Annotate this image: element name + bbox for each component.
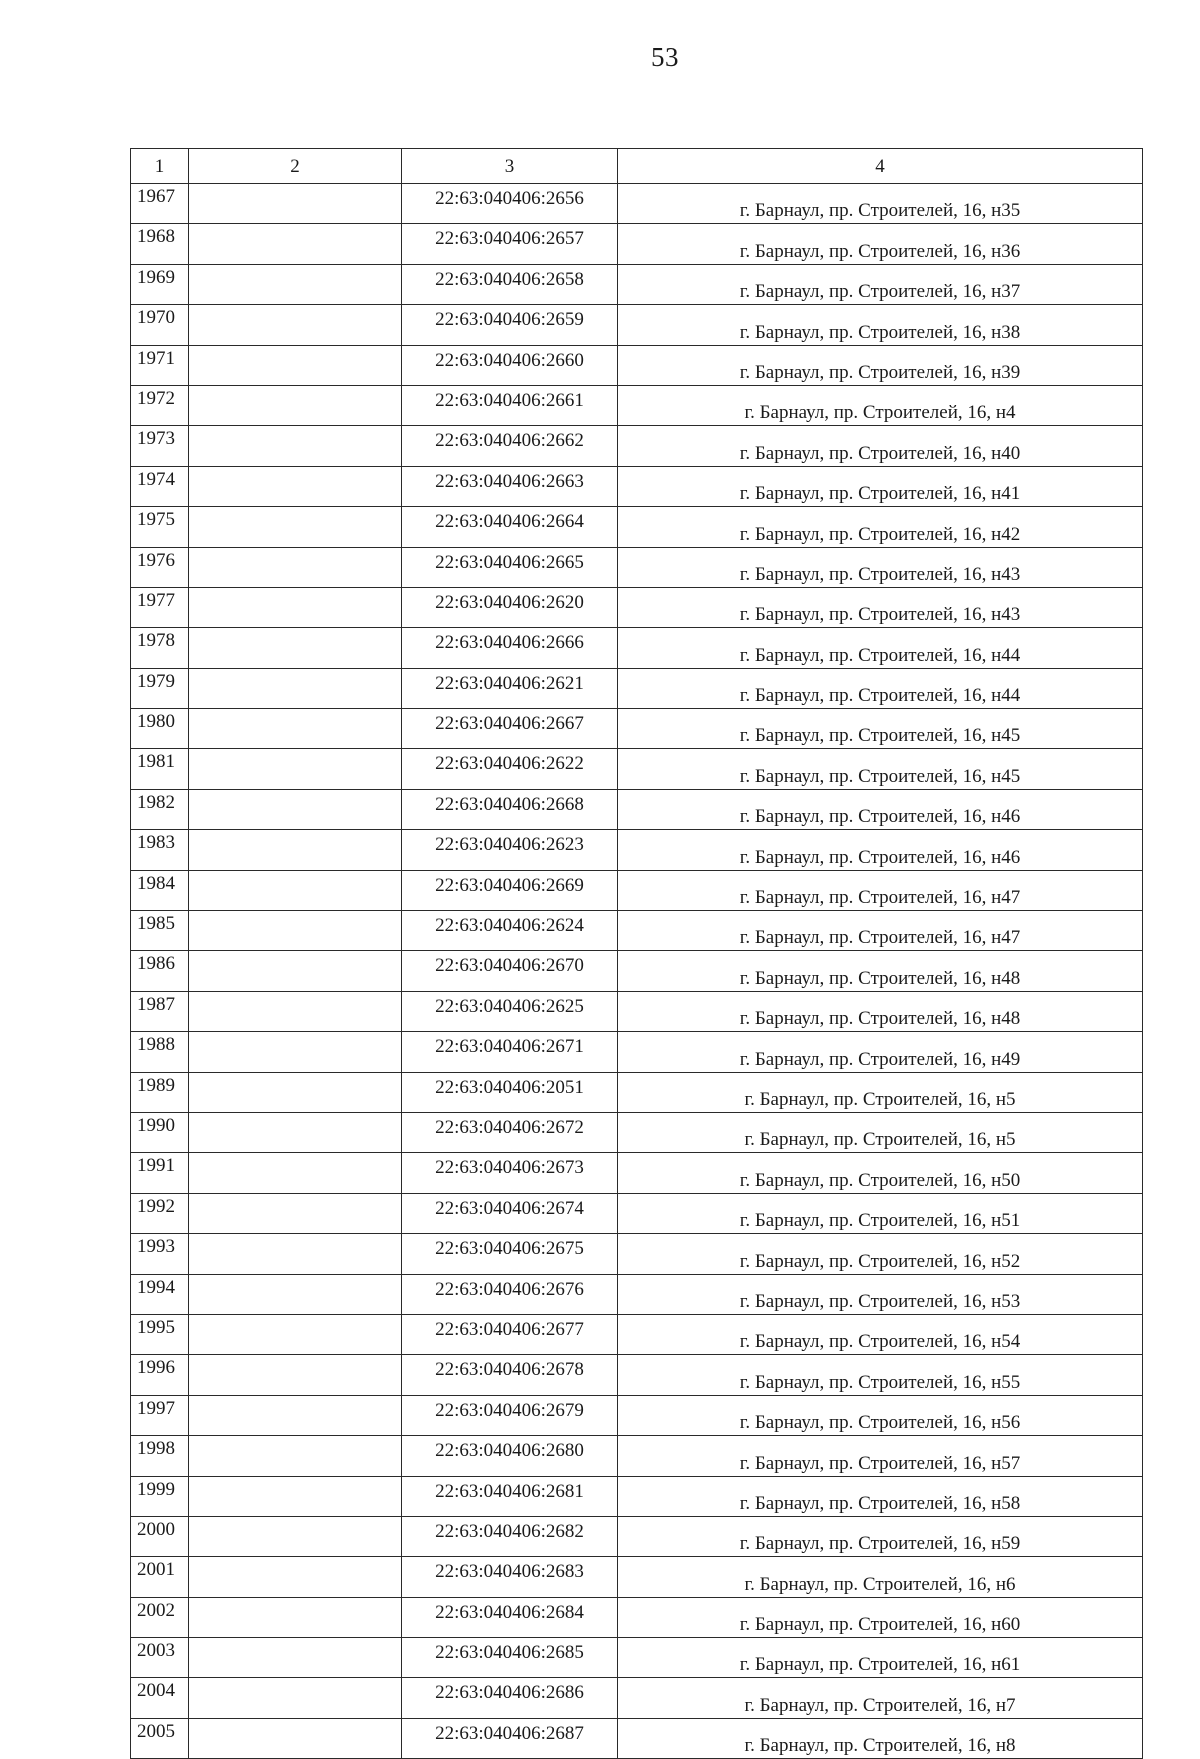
row-number-cell: 2004 [131, 1678, 189, 1718]
page-number: 53 [651, 42, 679, 72]
row-number-cell: 1981 [131, 749, 189, 789]
table-row [131, 305, 1143, 345]
cadastral-number-cell: 22:63:040406:2676 [402, 1274, 618, 1314]
address-cell: г. Барнаул, пр. Строителей, 16, н50 [618, 1153, 1143, 1193]
col2-cell [189, 668, 402, 708]
row-number-cell: 1972 [131, 385, 189, 425]
row-number-cell: 1997 [131, 1395, 189, 1435]
address-cell: г. Барнаул, пр. Строителей, 16, н41 [618, 466, 1143, 506]
table-row [131, 789, 1143, 829]
cadastral-number-cell: 22:63:040406:2623 [402, 830, 618, 870]
address-cell: г. Барнаул, пр. Строителей, 16, н44 [618, 668, 1143, 708]
cadastral-number-cell: 22:63:040406:2664 [402, 507, 618, 547]
col2-cell [189, 1718, 402, 1758]
address-cell: г. Барнаул, пр. Строителей, 16, н5 [618, 1072, 1143, 1112]
cadastral-number-cell: 22:63:040406:2659 [402, 305, 618, 345]
table-row [131, 345, 1143, 385]
cadastral-number-cell: 22:63:040406:2620 [402, 587, 618, 627]
address-cell: г. Барнаул, пр. Строителей, 16, н55 [618, 1355, 1143, 1395]
table-row [131, 628, 1143, 668]
address-cell: г. Барнаул, пр. Строителей, 16, н37 [618, 264, 1143, 304]
table-row [131, 1718, 1143, 1758]
row-number-cell: 1978 [131, 628, 189, 668]
col2-cell [189, 1395, 402, 1435]
cadastral-number-cell: 22:63:040406:2680 [402, 1436, 618, 1476]
col2-cell [189, 1234, 402, 1274]
table-row [131, 1032, 1143, 1072]
address-cell: г. Барнаул, пр. Строителей, 16, н46 [618, 830, 1143, 870]
col2-cell [189, 1032, 402, 1072]
cadastral-number-cell: 22:63:040406:2625 [402, 991, 618, 1031]
row-number-cell: 1989 [131, 1072, 189, 1112]
col2-cell [189, 507, 402, 547]
table-row [131, 668, 1143, 708]
table-row [131, 1476, 1143, 1516]
row-number-cell: 1994 [131, 1274, 189, 1314]
table-row [131, 1395, 1143, 1435]
col2-cell [189, 466, 402, 506]
address-cell: г. Барнаул, пр. Строителей, 16, н56 [618, 1395, 1143, 1435]
col2-cell [189, 1557, 402, 1597]
cadastral-number-cell: 22:63:040406:2681 [402, 1476, 618, 1516]
address-cell: г. Барнаул, пр. Строителей, 16, н42 [618, 507, 1143, 547]
row-number-cell: 2001 [131, 1557, 189, 1597]
row-number-cell: 1985 [131, 911, 189, 951]
col2-cell [189, 1193, 402, 1233]
col2-cell [189, 1476, 402, 1516]
table-row [131, 1153, 1143, 1193]
row-number-cell: 1998 [131, 1436, 189, 1476]
row-number-cell: 1983 [131, 830, 189, 870]
col2-cell [189, 426, 402, 466]
cadastral-number-cell: 22:63:040406:2671 [402, 1032, 618, 1072]
col2-cell [189, 1314, 402, 1354]
table-row [131, 547, 1143, 587]
col2-cell [189, 1516, 402, 1556]
table-row [131, 1516, 1143, 1556]
col2-cell [189, 1678, 402, 1718]
cadastral-number-cell: 22:63:040406:2678 [402, 1355, 618, 1395]
table-row [131, 1274, 1143, 1314]
cadastral-number-cell: 22:63:040406:2663 [402, 466, 618, 506]
cadastral-number-cell: 22:63:040406:2674 [402, 1193, 618, 1233]
cadastral-number-cell: 22:63:040406:2677 [402, 1314, 618, 1354]
row-number-cell: 1982 [131, 789, 189, 829]
row-number-cell: 1991 [131, 1153, 189, 1193]
cadastral-number-cell: 22:63:040406:2673 [402, 1153, 618, 1193]
col2-cell [189, 345, 402, 385]
cadastral-number-cell: 22:63:040406:2686 [402, 1678, 618, 1718]
address-cell: г. Барнаул, пр. Строителей, 16, н45 [618, 709, 1143, 749]
table-row [131, 587, 1143, 627]
address-cell: г. Барнаул, пр. Строителей, 16, н8 [618, 1718, 1143, 1758]
address-cell: г. Барнаул, пр. Строителей, 16, н5 [618, 1112, 1143, 1152]
col2-cell [189, 830, 402, 870]
table-row [131, 1314, 1143, 1354]
cadastral-number-cell: 22:63:040406:2656 [402, 184, 618, 224]
cadastral-number-cell: 22:63:040406:2666 [402, 628, 618, 668]
col2-cell [189, 1355, 402, 1395]
address-cell: г. Барнаул, пр. Строителей, 16, н6 [618, 1557, 1143, 1597]
row-number-cell: 1969 [131, 264, 189, 304]
col2-cell [189, 1072, 402, 1112]
table-row [131, 184, 1143, 224]
cadastral-number-cell: 22:63:040406:2658 [402, 264, 618, 304]
cadastral-number-cell: 22:63:040406:2621 [402, 668, 618, 708]
address-cell: г. Барнаул, пр. Строителей, 16, н57 [618, 1436, 1143, 1476]
address-cell: г. Барнаул, пр. Строителей, 16, н44 [618, 628, 1143, 668]
table-row [131, 1355, 1143, 1395]
address-cell: г. Барнаул, пр. Строителей, 16, н47 [618, 911, 1143, 951]
table-row [131, 749, 1143, 789]
col2-cell [189, 1153, 402, 1193]
cadastral-number-cell: 22:63:040406:2685 [402, 1638, 618, 1678]
header-col-1: 1 [131, 149, 189, 184]
table-header [131, 149, 1143, 184]
row-number-cell: 1996 [131, 1355, 189, 1395]
table-row [131, 830, 1143, 870]
address-cell: г. Барнаул, пр. Строителей, 16, н61 [618, 1638, 1143, 1678]
row-number-cell: 1976 [131, 547, 189, 587]
cadastral-number-cell: 22:63:040406:2660 [402, 345, 618, 385]
row-number-cell: 1987 [131, 991, 189, 1031]
address-cell: г. Барнаул, пр. Строителей, 16, н7 [618, 1678, 1143, 1718]
row-number-cell: 1990 [131, 1112, 189, 1152]
address-cell: г. Барнаул, пр. Строителей, 16, н48 [618, 991, 1143, 1031]
row-number-cell: 1992 [131, 1193, 189, 1233]
row-number-cell: 2002 [131, 1597, 189, 1637]
address-cell: г. Барнаул, пр. Строителей, 16, н58 [618, 1476, 1143, 1516]
col2-cell [189, 305, 402, 345]
cadastral-number-cell: 22:63:040406:2665 [402, 547, 618, 587]
address-cell: г. Барнаул, пр. Строителей, 16, н43 [618, 547, 1143, 587]
address-cell: г. Барнаул, пр. Строителей, 16, н49 [618, 1032, 1143, 1072]
row-number-cell: 2003 [131, 1638, 189, 1678]
cadastral-number-cell: 22:63:040406:2684 [402, 1597, 618, 1637]
table-row [131, 709, 1143, 749]
cadastral-number-cell: 22:63:040406:2661 [402, 385, 618, 425]
col2-cell [189, 184, 402, 224]
table-row [131, 951, 1143, 991]
property-table [130, 148, 1143, 1759]
cadastral-number-cell: 22:63:040406:2668 [402, 789, 618, 829]
table-row [131, 1557, 1143, 1597]
table-row [131, 1597, 1143, 1637]
table-row [131, 1193, 1143, 1233]
cadastral-number-cell: 22:63:040406:2624 [402, 911, 618, 951]
row-number-cell: 2005 [131, 1718, 189, 1758]
cadastral-number-cell: 22:63:040406:2675 [402, 1234, 618, 1274]
cadastral-number-cell: 22:63:040406:2679 [402, 1395, 618, 1435]
table-row [131, 1072, 1143, 1112]
col2-cell [189, 749, 402, 789]
address-cell: г. Барнаул, пр. Строителей, 16, н53 [618, 1274, 1143, 1314]
row-number-cell: 1971 [131, 345, 189, 385]
row-number-cell: 1980 [131, 709, 189, 749]
table-row [131, 1112, 1143, 1152]
cadastral-number-cell: 22:63:040406:2622 [402, 749, 618, 789]
col2-cell [189, 870, 402, 910]
header-col-4: 4 [618, 149, 1143, 184]
address-cell: г. Барнаул, пр. Строителей, 16, н52 [618, 1234, 1143, 1274]
header-col-2: 2 [189, 149, 402, 184]
col2-cell [189, 789, 402, 829]
address-cell: г. Барнаул, пр. Строителей, 16, н4 [618, 385, 1143, 425]
table-row [131, 870, 1143, 910]
address-cell: г. Барнаул, пр. Строителей, 16, н54 [618, 1314, 1143, 1354]
table-row [131, 1638, 1143, 1678]
address-cell: г. Барнаул, пр. Строителей, 16, н45 [618, 749, 1143, 789]
row-number-cell: 1986 [131, 951, 189, 991]
cadastral-number-cell: 22:63:040406:2682 [402, 1516, 618, 1556]
cadastral-number-cell: 22:63:040406:2667 [402, 709, 618, 749]
row-number-cell: 2000 [131, 1516, 189, 1556]
row-number-cell: 1988 [131, 1032, 189, 1072]
address-cell: г. Барнаул, пр. Строителей, 16, н35 [618, 184, 1143, 224]
cadastral-number-cell: 22:63:040406:2657 [402, 224, 618, 264]
cadastral-number-cell: 22:63:040406:2672 [402, 1112, 618, 1152]
col2-cell [189, 547, 402, 587]
row-number-cell: 1973 [131, 426, 189, 466]
row-number-cell: 1975 [131, 507, 189, 547]
col2-cell [189, 709, 402, 749]
table-header-row [131, 149, 1143, 184]
cadastral-number-cell: 22:63:040406:2051 [402, 1072, 618, 1112]
address-cell: г. Барнаул, пр. Строителей, 16, н46 [618, 789, 1143, 829]
col2-cell [189, 1436, 402, 1476]
col2-cell [189, 1638, 402, 1678]
cadastral-number-cell: 22:63:040406:2670 [402, 951, 618, 991]
address-cell: г. Барнаул, пр. Строителей, 16, н43 [618, 587, 1143, 627]
address-cell: г. Барнаул, пр. Строителей, 16, н51 [618, 1193, 1143, 1233]
header-col-3: 3 [402, 149, 618, 184]
cadastral-number-cell: 22:63:040406:2662 [402, 426, 618, 466]
col2-cell [189, 991, 402, 1031]
cadastral-number-cell: 22:63:040406:2683 [402, 1557, 618, 1597]
row-number-cell: 1970 [131, 305, 189, 345]
col2-cell [189, 264, 402, 304]
table-row [131, 1678, 1143, 1718]
col2-cell [189, 1274, 402, 1314]
address-cell: г. Барнаул, пр. Строителей, 16, н48 [618, 951, 1143, 991]
cadastral-number-cell: 22:63:040406:2687 [402, 1718, 618, 1758]
address-cell: г. Барнаул, пр. Строителей, 16, н59 [618, 1516, 1143, 1556]
address-cell: г. Барнаул, пр. Строителей, 16, н39 [618, 345, 1143, 385]
table-row [131, 1234, 1143, 1274]
row-number-cell: 1993 [131, 1234, 189, 1274]
row-number-cell: 1995 [131, 1314, 189, 1354]
col2-cell [189, 1112, 402, 1152]
table-row [131, 426, 1143, 466]
col2-cell [189, 911, 402, 951]
row-number-cell: 1999 [131, 1476, 189, 1516]
address-cell: г. Барнаул, пр. Строителей, 16, н36 [618, 224, 1143, 264]
table-row [131, 507, 1143, 547]
row-number-cell: 1968 [131, 224, 189, 264]
table-row [131, 224, 1143, 264]
col2-cell [189, 628, 402, 668]
col2-cell [189, 587, 402, 627]
table-row [131, 1436, 1143, 1476]
address-cell: г. Барнаул, пр. Строителей, 16, н38 [618, 305, 1143, 345]
address-cell: г. Барнаул, пр. Строителей, 16, н40 [618, 426, 1143, 466]
table-row [131, 991, 1143, 1031]
table-row [131, 911, 1143, 951]
address-cell: г. Барнаул, пр. Строителей, 16, н60 [618, 1597, 1143, 1637]
row-number-cell: 1977 [131, 587, 189, 627]
table-row [131, 264, 1143, 304]
table-body [131, 184, 1143, 1759]
col2-cell [189, 224, 402, 264]
row-number-cell: 1974 [131, 466, 189, 506]
row-number-cell: 1979 [131, 668, 189, 708]
col2-cell [189, 385, 402, 425]
col2-cell [189, 951, 402, 991]
row-number-cell: 1967 [131, 184, 189, 224]
cadastral-number-cell: 22:63:040406:2669 [402, 870, 618, 910]
address-cell: г. Барнаул, пр. Строителей, 16, н47 [618, 870, 1143, 910]
row-number-cell: 1984 [131, 870, 189, 910]
table-row [131, 385, 1143, 425]
col2-cell [189, 1597, 402, 1637]
table-row [131, 466, 1143, 506]
